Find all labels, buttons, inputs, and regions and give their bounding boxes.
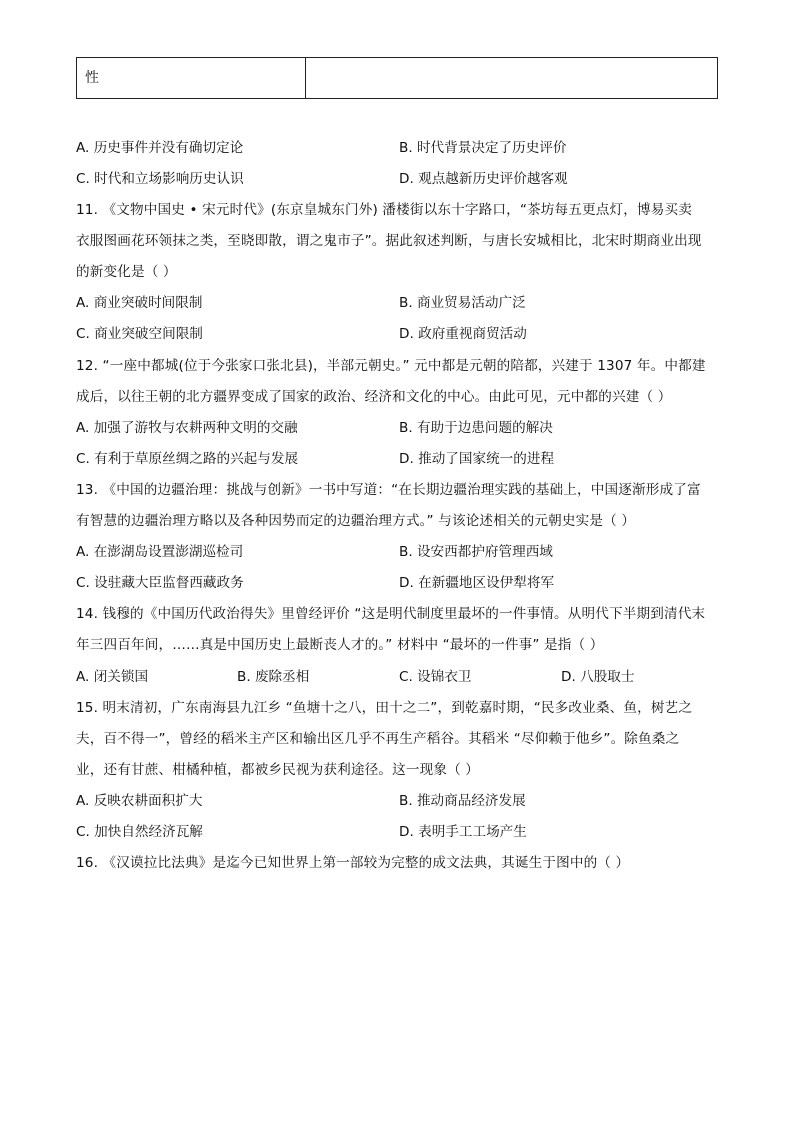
q11-option-d[interactable]: D. 政府重视商贸活动	[399, 326, 527, 342]
q13-option-c[interactable]: C. 设驻藏大臣监督西藏政务	[76, 575, 244, 591]
answer-table	[76, 57, 718, 99]
q14-option-a[interactable]: A. 闭关锁国	[76, 669, 149, 685]
q15-stem-line-2: 夫，百不得一”，曾经的稻米主产区和输出区几乎不再生产稻谷。其稻米 “尽仰赖于他乡”。除鱼桑之	[76, 731, 680, 747]
q11-stem-line-1: 11. 《文物中国史 • 宋元时代》(东京皇城东门外) 潘楼街以东十字路口，“茶坊每五更点灯，博易买卖	[76, 202, 692, 218]
q12-stem-line-1: 12. “一座中都城(位于今张家口张北县)，半部元朝史。” 元中都是元朝的陪都，兴建于 1307 年。中都建	[76, 358, 706, 374]
q11-option-a[interactable]: A. 商业突破时间限制	[76, 295, 203, 311]
q13-option-row-1	[76, 542, 720, 562]
q10-option-row-1	[76, 138, 720, 158]
q12-option-row-2	[76, 449, 720, 469]
q15-option-row-1	[76, 791, 720, 811]
q15-stem-line-1: 15. 明末清初，广东南海县九江乡 “鱼塘十之八，田十之二”，到乾嘉时期，“民多改业桑、鱼，树艺之	[76, 700, 693, 716]
q12-option-c[interactable]: C. 有利于草原丝绸之路的兴起与发展	[76, 451, 299, 467]
q14-option-b[interactable]: B. 废除丞相	[237, 669, 310, 685]
q12-option-a[interactable]: A. 加强了游牧与农耕两种文明的交融	[76, 420, 298, 436]
q14-stem-line-2: 年三四百年间，……真是中国历史上最断丧人才的。” 材料中 “最坏的一件事” 是指（ ）	[76, 637, 604, 653]
q11-option-b[interactable]: B. 商业贸易活动广泛	[399, 295, 526, 311]
q13-stem-line-2: 有智慧的边疆治理方略以及各种因势而定的边疆治理方式。” 与该论述相关的元朝史实是（ ）	[76, 513, 636, 529]
q10-option-b[interactable]: B. 时代背景决定了历史评价	[399, 140, 567, 156]
table-cell-empty	[306, 58, 717, 98]
q12-option-b[interactable]: B. 有助于边患问题的解决	[399, 420, 553, 436]
q12-option-row-1	[76, 418, 720, 438]
q10-option-row-2	[76, 169, 720, 189]
q14-option-c[interactable]: C. 设锦衣卫	[399, 669, 472, 685]
q15-option-c[interactable]: C. 加快自然经济瓦解	[76, 824, 203, 840]
q12-stem-line-2: 成后，以往王朝的北方疆界变成了国家的政治、经济和文化的中心。由此可见，元中都的兴建（ ）	[76, 389, 672, 405]
q11-option-row-2	[76, 324, 720, 344]
q15-option-d[interactable]: D. 表明手工工场产生	[399, 824, 527, 840]
table-cell-label: 性	[77, 58, 306, 98]
q10-option-a[interactable]: A. 历史事件并没有确切定论	[76, 140, 244, 156]
q11-option-c[interactable]: C. 商业突破空间限制	[76, 326, 203, 342]
q13-stem-line-1: 13. 《中国的边疆治理：挑战与创新》一书中写道：“在长期边疆治理实践的基础上，中国逐渐形成了富	[76, 482, 701, 498]
q15-option-a[interactable]: A. 反映农耕面积扩大	[76, 793, 203, 809]
q15-option-row-2	[76, 822, 720, 842]
q12-option-d[interactable]: D. 推动了国家统一的进程	[399, 451, 555, 467]
q10-option-c[interactable]: C. 时代和立场影响历史认识	[76, 171, 244, 187]
q11-stem-line-2: 衣服图画花环领抹之类，至晓即散，谓之鬼市子”。据此叙述判断，与唐长安城相比，北宋时期商业出现	[76, 233, 702, 249]
q15-stem-line-3: 业，还有甘蔗、柑橘种植，都被乡民视为获利途径。这一现象（ ）	[76, 762, 480, 778]
q13-option-b[interactable]: B. 设安西都护府管理西域	[399, 544, 553, 560]
q11-option-row-1	[76, 293, 720, 313]
q14-stem-line-1: 14. 钱穆的《中国历代政治得失》里曾经评价 “这是明代制度里最坏的一件事情。从明代下半期到清代末	[76, 606, 706, 622]
q13-option-a[interactable]: A. 在澎湖岛设置澎湖巡检司	[76, 544, 244, 560]
q13-option-d[interactable]: D. 在新疆地区设伊犁将军	[399, 575, 555, 591]
q10-option-d[interactable]: D. 观点越新历史评价越客观	[399, 171, 568, 187]
q13-option-row-2	[76, 573, 720, 593]
q16-stem-line-1: 16. 《汉谟拉比法典》是迄今已知世界上第一部较为完整的成文法典，其诞生于图中的（ ）	[76, 855, 630, 871]
q14-option-row	[76, 667, 720, 687]
q11-stem-line-3: 的新变化是（ ）	[76, 264, 177, 280]
q15-option-b[interactable]: B. 推动商品经济发展	[399, 793, 526, 809]
q14-option-d[interactable]: D. 八股取士	[561, 669, 635, 685]
